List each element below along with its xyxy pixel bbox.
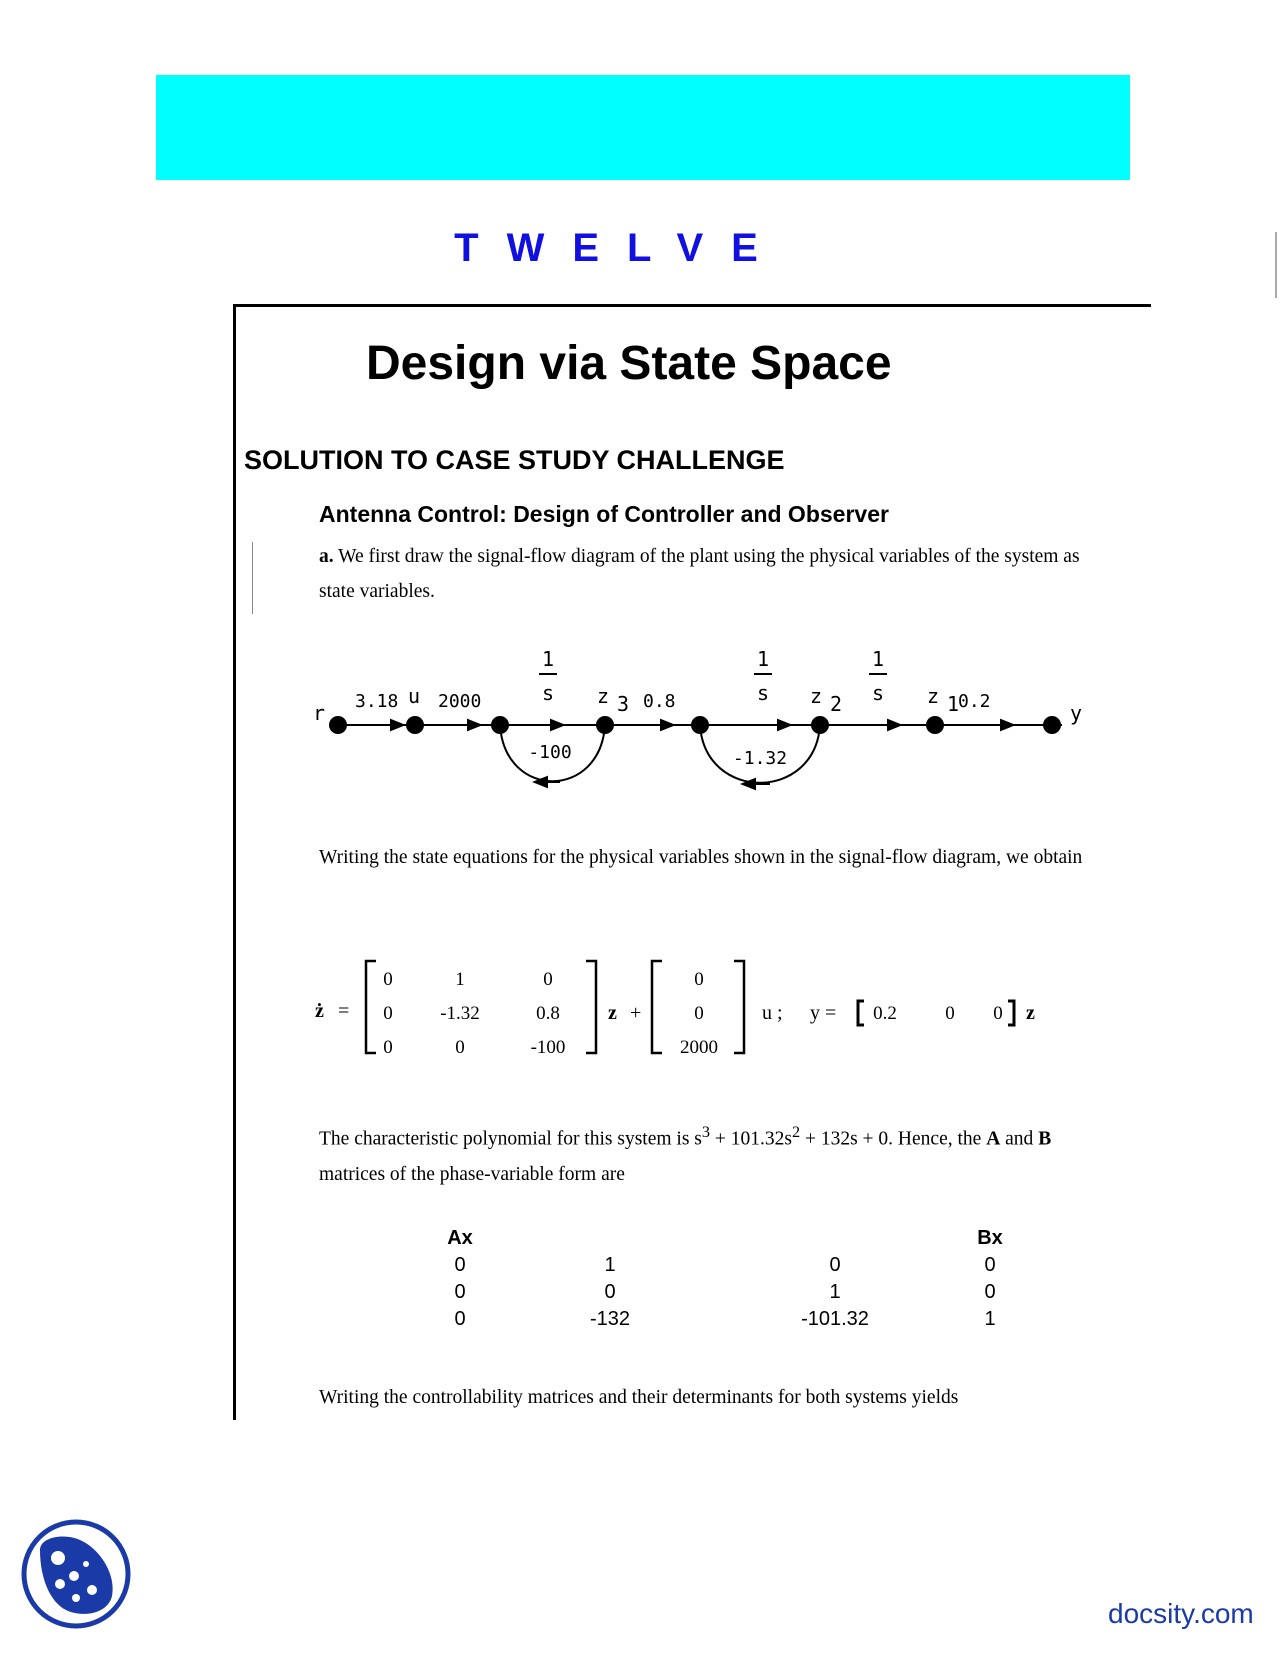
label-y: y — [1070, 701, 1083, 725]
node-a — [491, 716, 509, 734]
label-z: z — [810, 684, 823, 708]
poly-exponent: 2 — [791, 1123, 801, 1141]
paragraph-char-poly — [319, 1115, 1119, 1192]
label-sub: 3 — [617, 692, 630, 716]
integrator-den: s — [871, 681, 885, 705]
poly-text: + 101.32s — [710, 1128, 792, 1150]
node-z1 — [926, 716, 944, 734]
feedback-gain: -1.32 — [732, 748, 788, 769]
left-rule — [233, 306, 236, 1420]
label-u: u — [408, 684, 421, 708]
matrix-A-cell: -1.32 — [440, 1003, 480, 1024]
matrix-B-cell: 0 — [694, 1003, 704, 1024]
header-rule — [233, 304, 1151, 307]
matrix-A-cell: 0 — [383, 969, 393, 990]
gain-label: 2000 — [438, 691, 482, 712]
matrix-B-label: B — [1038, 1128, 1052, 1150]
table-cell: -101.32 — [801, 1308, 869, 1330]
label-r: r — [313, 701, 326, 725]
matrix-C-cell: 0 — [993, 1003, 1003, 1024]
table-row — [430, 1252, 1040, 1279]
section-heading: SOLUTION TO CASE STUDY CHALLENGE — [244, 445, 785, 475]
margin-mark — [1275, 232, 1277, 298]
node-r — [329, 716, 347, 734]
matrix-A-cell: 0 — [383, 1003, 393, 1024]
header-blank — [490, 1225, 730, 1252]
table-cell: 1 — [829, 1281, 841, 1303]
table-cell: 1 — [604, 1254, 616, 1276]
integrator-num: 1 — [756, 647, 770, 671]
label-sub: 1 — [947, 692, 960, 716]
table-cell: 1 — [984, 1308, 996, 1330]
gain-label: 0.2 — [958, 691, 991, 712]
poly-exponent: 3 — [701, 1123, 710, 1141]
integrator-den: s — [541, 681, 555, 705]
eq-z: z — [1026, 1002, 1035, 1024]
table-cell: 0 — [984, 1254, 996, 1276]
gain-label: 0.8 — [643, 691, 676, 712]
matrix-B-cell: 2000 — [680, 1037, 718, 1058]
poly-text: and — [1000, 1128, 1039, 1150]
poly-text: The characteristic polynomial for this system is s — [319, 1128, 702, 1150]
header-ax: Ax — [447, 1227, 473, 1249]
subsection-heading: Antenna Control: Design of Controller and Observer — [319, 501, 889, 527]
bracket — [366, 961, 376, 1053]
integrator-num: 1 — [871, 647, 885, 671]
matrix-A-cell: 0 — [543, 969, 553, 990]
header-bx: Bx — [977, 1227, 1003, 1249]
site-link[interactable]: docsity.com — [1108, 1598, 1254, 1629]
poly-text: + 132s + 0. Hence, the — [800, 1128, 987, 1150]
eq-lhs: ż — [315, 1000, 324, 1022]
paragraph-controllability: Writing the controllability matrices and their determinants for both systems yields — [319, 1387, 959, 1408]
eq-y: y = — [810, 1002, 837, 1024]
bracket — [858, 1001, 864, 1025]
node-y — [1043, 716, 1061, 734]
matrix-B-cell: 0 — [694, 969, 704, 990]
eq-equals: = — [338, 1000, 350, 1022]
node-u — [406, 716, 424, 734]
table-cell: 0 — [829, 1254, 841, 1276]
phase-variable-table — [430, 1225, 1040, 1333]
feedback-gain: -100 — [528, 742, 572, 763]
paragraph-text: We first draw the signal-flow diagram of the plant using the physical variables of the system as state variables. — [319, 546, 1080, 602]
top-banner — [156, 75, 1130, 180]
matrix-A-cell: 0 — [455, 1037, 465, 1058]
gain-label: 3.18 — [355, 691, 399, 712]
table-cell: -132 — [589, 1308, 631, 1330]
matrix-A-cell: 1 — [455, 969, 465, 990]
integrator-num: 1 — [541, 647, 555, 671]
bracket — [586, 961, 596, 1053]
page-title: Design via State Space — [366, 337, 892, 390]
label-sub: 2 — [830, 692, 843, 716]
eq-plus: + — [630, 1002, 642, 1024]
matrix-A-cell: 0.8 — [536, 1003, 560, 1024]
part-label: a. — [319, 546, 334, 567]
poly-text: matrices of the phase-variable form are — [319, 1163, 625, 1185]
matrix-C-cell: 0 — [945, 1003, 955, 1024]
bracket — [1008, 1001, 1014, 1025]
header-blank — [730, 1225, 940, 1252]
matrix-A-cell: 0 — [383, 1037, 393, 1058]
matrix-A-cell: -100 — [530, 1037, 566, 1058]
table-cell: 0 — [984, 1281, 996, 1303]
node-b — [691, 716, 709, 734]
label-z: z — [927, 684, 940, 708]
matrix-C-cell: 0.2 — [873, 1003, 897, 1024]
paragraph-state-eq: Writing the state equations for the physical variables shown in the signal-flow diagram, we obtain — [319, 847, 1083, 868]
table-row — [430, 1306, 1040, 1333]
eq-u: u ; — [762, 1002, 783, 1024]
paragraph-intro — [319, 539, 1119, 609]
integrator-den: s — [756, 681, 770, 705]
node-z2 — [811, 716, 829, 734]
table-cell: 0 — [454, 1308, 466, 1330]
table-cell: 0 — [604, 1281, 616, 1303]
bracket — [734, 961, 744, 1053]
matrix-A-label: A — [986, 1128, 1001, 1150]
signal-flow-diagram — [300, 640, 1100, 800]
node-z3 — [596, 716, 614, 734]
chapter-label: TWELVE — [454, 226, 786, 270]
state-equation — [310, 955, 1110, 1065]
label-z: z — [597, 684, 610, 708]
change-bar — [252, 542, 253, 614]
docsity-logo-icon[interactable] — [20, 1518, 132, 1630]
table-header-row — [430, 1225, 1040, 1252]
bracket — [652, 961, 662, 1053]
table-row — [430, 1279, 1040, 1306]
eq-z: z — [608, 1002, 617, 1024]
table-cell: 0 — [454, 1254, 466, 1276]
table-cell: 0 — [454, 1281, 466, 1303]
